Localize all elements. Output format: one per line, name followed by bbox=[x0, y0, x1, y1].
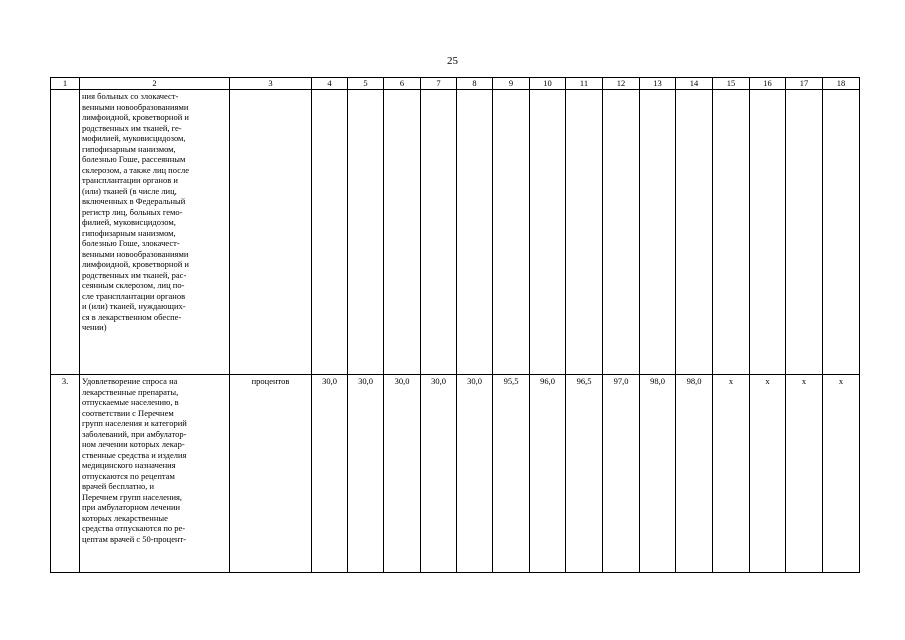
value-cell: 30,0 bbox=[384, 375, 421, 573]
column-number: 14 bbox=[676, 78, 713, 90]
row-number: 3. bbox=[51, 375, 80, 573]
column-number: 1 bbox=[51, 78, 80, 90]
value-cell bbox=[823, 90, 860, 375]
column-number: 9 bbox=[493, 78, 530, 90]
value-cell: 30,0 bbox=[421, 375, 457, 573]
indicator-text: ния больных со злокачест- венными новообразованиями лимфоидной, кроветворной и родственных им тканей, ге- мофилией, муковисцидозом, гипофизарным нанизмом, болезнью Гоше, рассеянным склерозом, а также лиц после трансплантации органов и (или) тканей (в числе лиц, включенных в Федеральный регистр лиц, больных гемо- филией, муковисцидозом, гипофизарным нанизмом, болезнью Гоше, злокачест- венными новообразованиями лимфоидной, кроветворной и родственных им тканей, рас- сеянным склерозом, лиц по- сле трансплантации органов и (или) тканей, нуждающих- ся в лекарственном обеспе- чении) bbox=[80, 90, 230, 375]
column-number: 4 bbox=[312, 78, 348, 90]
value-cell: 30,0 bbox=[312, 375, 348, 573]
value-cell: 30,0 bbox=[457, 375, 493, 573]
column-number: 12 bbox=[603, 78, 640, 90]
value-cell bbox=[713, 90, 750, 375]
value-cell bbox=[348, 90, 384, 375]
column-number: 13 bbox=[640, 78, 676, 90]
value-cell bbox=[676, 90, 713, 375]
value-cell bbox=[640, 90, 676, 375]
value-cell: х bbox=[750, 375, 786, 573]
value-cell bbox=[603, 90, 640, 375]
data-table bbox=[50, 77, 860, 573]
value-cell bbox=[750, 90, 786, 375]
value-cell: х bbox=[823, 375, 860, 573]
column-number: 6 bbox=[384, 78, 421, 90]
table-row bbox=[51, 90, 860, 375]
indicator-text: Удовлетворение спроса на лекарственные препараты, отпускаемые населению, в соответствии с Перечнем групп населения и категорий заболеваний, при амбулатор- ном лечении которых лекар- ственные средства и изделия медицинского назначения отпускаются по рецептам врачей бесплатно, и Перечнем групп населения, при амбулаторном лечении которых лекарственные средства отпускаются по ре- цептам врачей с 50-процент- bbox=[80, 375, 230, 573]
column-number-row bbox=[51, 78, 860, 90]
value-cell: х bbox=[713, 375, 750, 573]
value-cell bbox=[786, 90, 823, 375]
page-number: 25 bbox=[447, 55, 458, 67]
value-cell: 96,0 bbox=[530, 375, 566, 573]
value-cell: 98,0 bbox=[676, 375, 713, 573]
column-number: 3 bbox=[230, 78, 312, 90]
column-number: 5 bbox=[348, 78, 384, 90]
column-number: 11 bbox=[566, 78, 603, 90]
value-cell: х bbox=[786, 375, 823, 573]
column-number: 18 bbox=[823, 78, 860, 90]
row-number bbox=[51, 90, 80, 375]
column-number: 17 bbox=[786, 78, 823, 90]
value-cell: 97,0 bbox=[603, 375, 640, 573]
value-cell: 96,5 bbox=[566, 375, 603, 573]
value-cell bbox=[384, 90, 421, 375]
value-cell: 30,0 bbox=[348, 375, 384, 573]
unit-cell bbox=[230, 90, 312, 375]
value-cell bbox=[312, 90, 348, 375]
value-cell: 95,5 bbox=[493, 375, 530, 573]
value-cell bbox=[530, 90, 566, 375]
value-cell bbox=[493, 90, 530, 375]
value-cell bbox=[457, 90, 493, 375]
column-number: 8 bbox=[457, 78, 493, 90]
column-number: 2 bbox=[80, 78, 230, 90]
value-cell bbox=[566, 90, 603, 375]
column-number: 7 bbox=[421, 78, 457, 90]
value-cell bbox=[421, 90, 457, 375]
column-number: 16 bbox=[750, 78, 786, 90]
column-number: 10 bbox=[530, 78, 566, 90]
column-number: 15 bbox=[713, 78, 750, 90]
table-row bbox=[51, 375, 860, 573]
value-cell: 98,0 bbox=[640, 375, 676, 573]
unit-cell: процентов bbox=[230, 375, 312, 573]
